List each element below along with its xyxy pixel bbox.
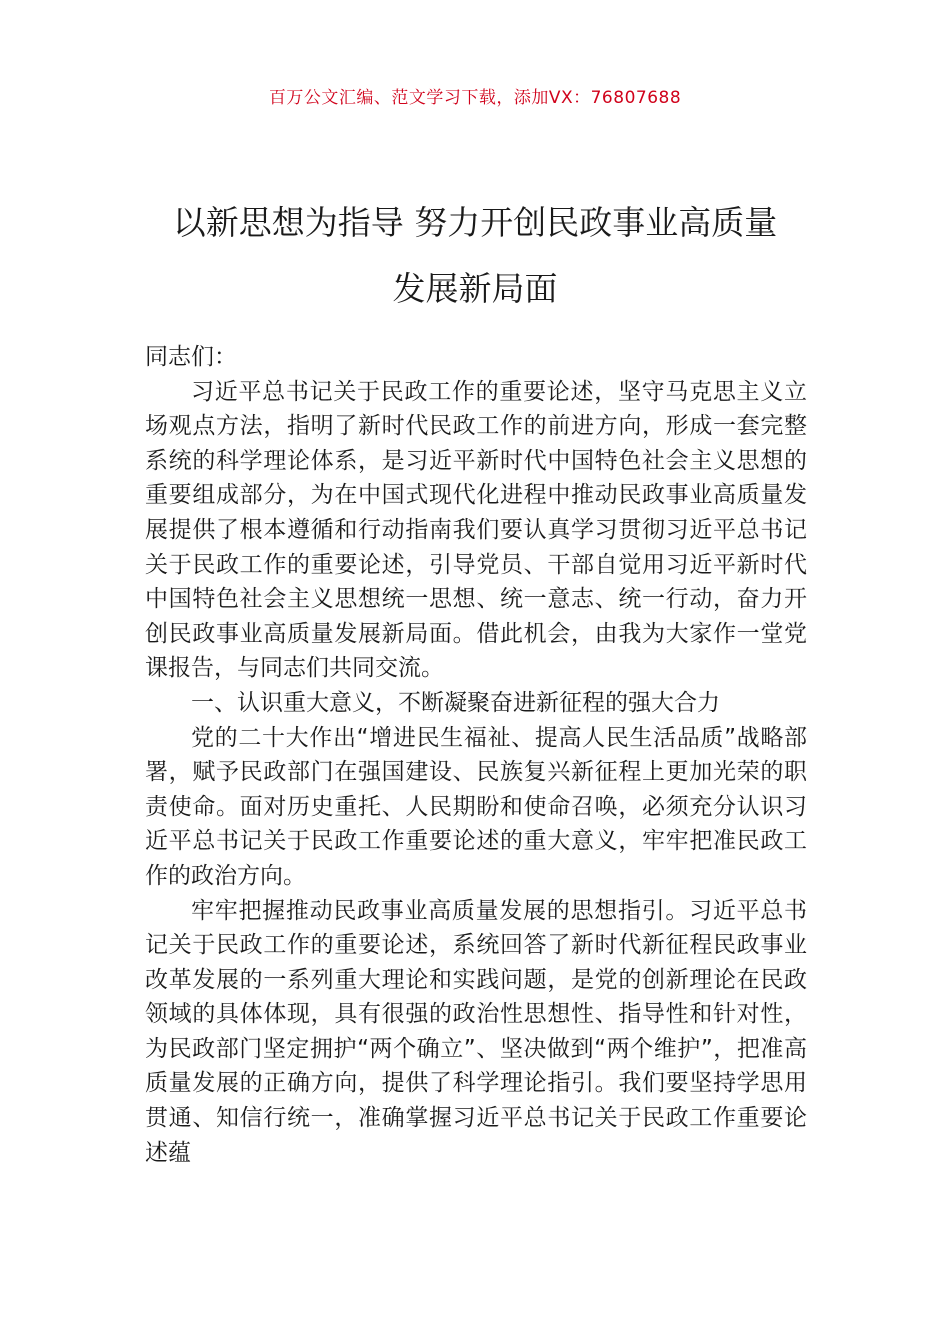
section-heading-1: 一、认识重大意义，不断凝聚奋进新征程的强大合力 (191, 689, 720, 716)
header-promo-note: 百万公文汇编、范文学习下载，添加VX：76807688 (268, 88, 682, 108)
document-body (145, 340, 807, 1170)
paragraph-section-1-point-1: 牢牢把握推动民政事业高质量发展的思想指引。习近平总书记关于民政工作的重要论述，系统回答了新时代新征程民政事业改革发展的一系列重大理论和实践问题，是党的创新理论在民政领域的具体体现，具有很强的政治性思想性、指导性和针对性，为民政部门坚定拥护“两个确立”、坚决做到“两个维护”，把准高质量发展的正确方向，提供了科学理论指引。我们要坚持学思用贯通、知信行统一，准确掌握习近平总书记关于民政工作重要论述蕴 (145, 897, 807, 1166)
paragraph-section-1-intro: 党的二十大作出“增进民生福祉、提高人民生活品质”战略部署，赋予民政部门在强国建设、民族复兴新征程上更加光荣的职责使命。面对历史重托、人民期盼和使命召唤，必须充分认识习近平总书记关于民政工作重要论述的重大意义，牢牢把准民政工作的政治方向。 (145, 724, 807, 889)
document-title (120, 190, 830, 322)
salutation: 同志们： (145, 344, 237, 370)
title-line-1: 以新思想为指导 努力开创民政事业高质量 (172, 203, 778, 243)
title-line-2: 发展新局面 (392, 269, 558, 309)
paragraph-intro: 习近平总书记关于民政工作的重要论述，坚守马克思主义立场观点方法，指明了新时代民政工作的前进方向，形成一套完整系统的科学理论体系，是习近平新时代中国特色社会主义思想的重要组成部分，为在中国式现代化进程中推动民政事业高质量发展提供了根本遵循和行动指南我们要认真学习贯彻习近平总书记关于民政工作的重要论述，引导党员、干部自觉用习近平新时代中国特色社会主义思想统一思想、统一意志、统一行动，奋力开创民政事业高质量发展新局面。借此机会，由我为大家作一堂党课报告，与同志们共同交流。 (145, 378, 807, 682)
